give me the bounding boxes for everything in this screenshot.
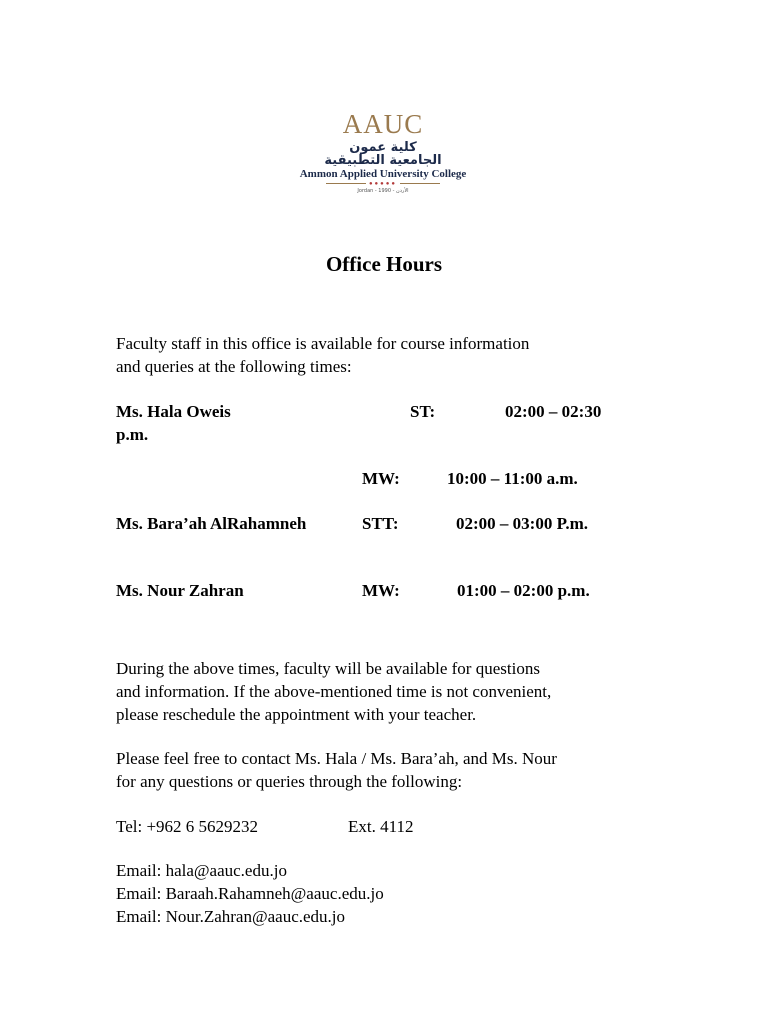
schedule-time-hala: 02:00 – 02:30: [505, 402, 602, 421]
logo-arabic-name-line-1: كلية عمون: [349, 140, 417, 155]
schedule-extra-time-hala: 10:00 – 11:00 a.m.: [447, 469, 578, 488]
schedule-days-nour: MW:: [362, 581, 400, 600]
schedule-time-nour: 01:00 – 02:00 p.m.: [457, 581, 590, 600]
email-nour: Email: Nour.Zahran@aauc.edu.jo: [116, 907, 346, 926]
email-hala: Email: hala@aauc.edu.jo: [116, 861, 287, 880]
page-title: Office Hours: [325, 252, 443, 276]
logo-arabic-name-line-2: الجامعية التطبيقية: [324, 153, 442, 168]
schedule-time-baraah: 02:00 – 03:00 P.m.: [456, 514, 589, 533]
availability-line-1: During the above times, faculty will be available for questions: [116, 659, 540, 678]
schedule-name-baraah: Ms. Bara’ah AlRahamneh: [116, 514, 307, 533]
email-baraah: Email: Baraah.Rahamneh@aauc.edu.jo: [116, 884, 384, 903]
intro-line-2: and queries at the following times:: [116, 357, 352, 376]
schedule-name-hala: Ms. Hala Oweis: [116, 402, 231, 421]
college-logo: [266, 88, 500, 220]
availability-line-2: and information. If the above-mentioned time is not convenient,: [116, 682, 552, 701]
schedule-days-baraah: STT:: [362, 514, 399, 533]
logo-established: Jordan - 1990 - الأردن: [357, 188, 409, 194]
schedule-time-hala-cont: p.m.: [116, 425, 149, 444]
phone-extension: Ext. 4112: [348, 817, 414, 836]
contact-paragraph: [116, 747, 676, 793]
contact-line-2: for any questions or queries through the following:: [116, 772, 463, 791]
logo-english-name: Ammon Applied University College: [299, 168, 467, 180]
logo-mark: AAUC: [342, 109, 424, 139]
contact-line-1: Please feel free to contact Ms. Hala / Ms. Bara’ah, and Ms. Nour: [116, 749, 557, 768]
intro-paragraph: [116, 332, 676, 378]
availability-paragraph: [116, 657, 676, 726]
logo-divider: ●●●●●: [266, 181, 500, 187]
phone-number: Tel: +962 6 5629232: [116, 817, 259, 836]
intro-line-1: Faculty staff in this office is available for course information: [116, 334, 530, 353]
schedule-days-hala: ST:: [410, 402, 436, 421]
schedule-name-nour: Ms. Nour Zahran: [116, 581, 244, 600]
email-list: [116, 859, 676, 928]
schedule-extra-days-hala: MW:: [362, 469, 400, 488]
availability-line-3: please reschedule the appointment with your teacher.: [116, 705, 477, 724]
